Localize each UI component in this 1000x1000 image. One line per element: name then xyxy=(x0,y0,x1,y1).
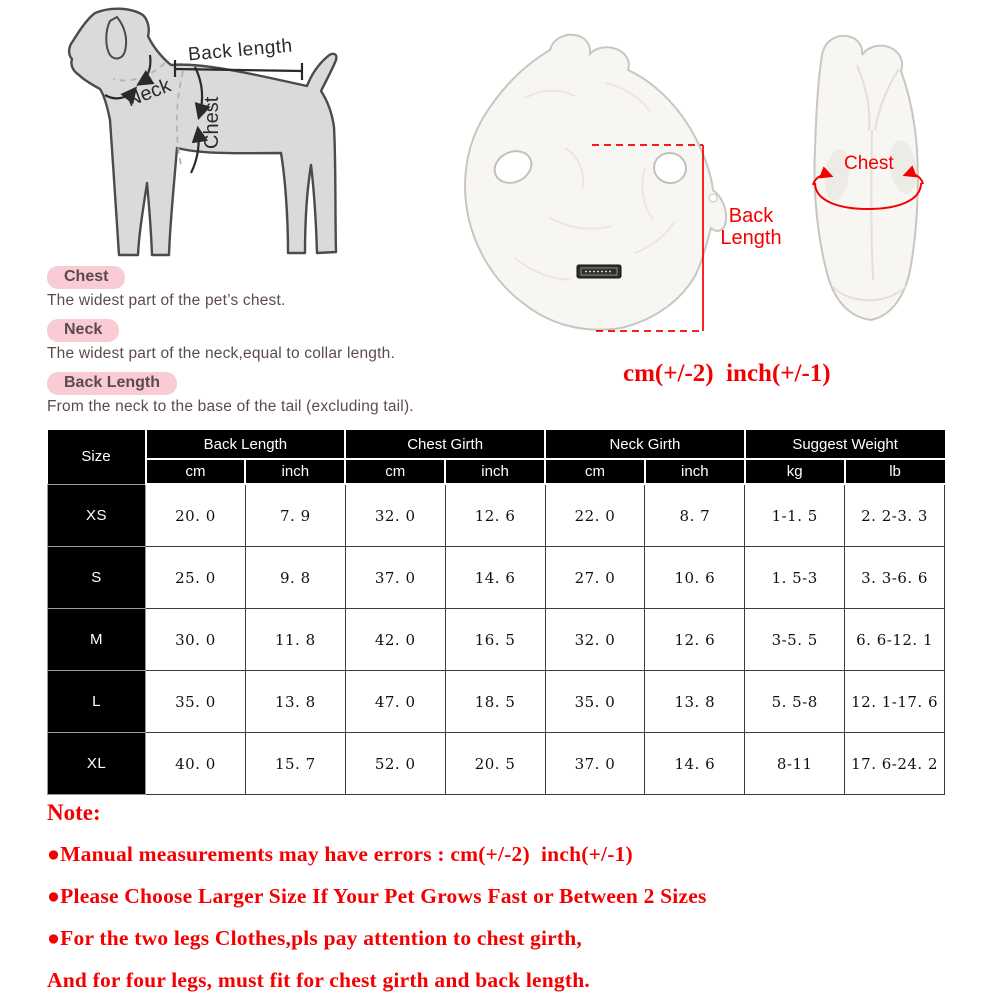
table-row-xs xyxy=(48,484,945,547)
value-cell: 22. 0 xyxy=(545,484,645,547)
value-cell: 16. 5 xyxy=(445,609,545,671)
value-cell: 30. 0 xyxy=(146,609,246,671)
notes-section xyxy=(47,800,707,1000)
size-cell: S xyxy=(48,547,146,609)
chest-definition-text: The widest part of the pet’s chest. xyxy=(47,292,286,309)
value-cell: 14. 6 xyxy=(445,547,545,609)
unit-header-lb: lb xyxy=(845,459,945,484)
value-cell: 47. 0 xyxy=(345,671,445,733)
value-cell: 20. 0 xyxy=(146,484,246,547)
value-cell: 6. 6-12. 1 xyxy=(845,609,945,671)
size-cell: M xyxy=(48,609,146,671)
value-cell: 1-1. 5 xyxy=(745,484,845,547)
chest-term-pill: Chest xyxy=(47,266,125,289)
value-cell: 12. 6 xyxy=(445,484,545,547)
unit-header-cm: cm xyxy=(545,459,645,484)
unit-header-inch: inch xyxy=(645,459,745,484)
neck-term-pill: Neck xyxy=(47,319,119,342)
unit-header-inch: inch xyxy=(445,459,545,484)
size-cell: XS xyxy=(48,484,146,547)
size-table xyxy=(47,430,945,795)
note-line: And for four legs, must fit for chest girth and back length. xyxy=(47,968,590,992)
table-row-s xyxy=(48,547,945,609)
dog-back-length-label: Back length xyxy=(187,35,294,66)
dog-neck-label: Neck xyxy=(123,74,174,112)
garment-side-photo xyxy=(795,25,950,340)
value-cell: 3-5. 5 xyxy=(745,609,845,671)
definition-chest xyxy=(47,266,547,310)
value-cell: 11. 8 xyxy=(245,609,345,671)
garment-back-length-label: Back Length xyxy=(720,205,782,249)
value-cell: 42. 0 xyxy=(345,609,445,671)
brand-tag xyxy=(577,265,621,278)
value-cell: 27. 0 xyxy=(545,547,645,609)
value-cell: 9. 8 xyxy=(245,547,345,609)
unit-header-kg: kg xyxy=(745,459,845,484)
back-length-term-pill: Back Length xyxy=(47,372,177,395)
value-cell: 25. 0 xyxy=(146,547,246,609)
table-row-l xyxy=(48,671,945,733)
size-cell: L xyxy=(48,671,146,733)
value-cell: 40. 0 xyxy=(146,733,246,795)
chest-girth-group-header: Chest Girth xyxy=(345,430,545,459)
value-cell: 32. 0 xyxy=(345,484,445,547)
notes-title: Note: xyxy=(47,800,101,825)
size-cell: XL xyxy=(48,733,146,795)
value-cell: 2. 2-3. 3 xyxy=(845,484,945,547)
value-cell: 3. 3-6. 6 xyxy=(845,547,945,609)
value-cell: 15. 7 xyxy=(245,733,345,795)
value-cell: 35. 0 xyxy=(545,671,645,733)
value-cell: 32. 0 xyxy=(545,609,645,671)
value-cell: 18. 5 xyxy=(445,671,545,733)
value-cell: 37. 0 xyxy=(345,547,445,609)
neck-definition-text: The widest part of the neck,equal to collar length. xyxy=(47,345,395,362)
value-cell: 7. 9 xyxy=(245,484,345,547)
value-cell: 12. 1-17. 6 xyxy=(845,671,945,733)
value-cell: 13. 8 xyxy=(645,671,745,733)
note-line: ●For the two legs Clothes,pls pay attention to chest girth, xyxy=(47,926,582,950)
definition-neck xyxy=(47,319,547,363)
value-cell: 17. 6-24. 2 xyxy=(845,733,945,795)
note-line: ●Manual measurements may have errors : cm(+/-2) inch(+/-1) xyxy=(47,842,633,866)
note-line: ●Please Choose Larger Size If Your Pet Grows Fast or Between 2 Sizes xyxy=(47,884,707,908)
value-cell: 12. 6 xyxy=(645,609,745,671)
value-cell: 10. 6 xyxy=(645,547,745,609)
table-row-xl xyxy=(48,733,945,795)
button-hole xyxy=(709,194,717,202)
unit-header-cm: cm xyxy=(146,459,246,484)
back-length-group-header: Back Length xyxy=(146,430,346,459)
value-cell: 35. 0 xyxy=(146,671,246,733)
value-cell: 20. 5 xyxy=(445,733,545,795)
garment-chest-label: Chest xyxy=(844,153,894,174)
measurement-definitions xyxy=(47,266,547,425)
unit-header-cm: cm xyxy=(345,459,445,484)
unit-header-inch: inch xyxy=(245,459,345,484)
back-length-definition-text: From the neck to the base of the tail (excluding tail). xyxy=(47,398,414,415)
size-column-header: Size xyxy=(48,430,146,484)
value-cell: 8-11 xyxy=(745,733,845,795)
dog-chest-label: Chest xyxy=(201,96,223,149)
value-cell: 14. 6 xyxy=(645,733,745,795)
value-cell: 52. 0 xyxy=(345,733,445,795)
value-cell: 8. 7 xyxy=(645,484,745,547)
value-cell: 37. 0 xyxy=(545,733,645,795)
tolerance-note: cm(+/-2) inch(+/-1) xyxy=(623,360,831,387)
value-cell: 13. 8 xyxy=(245,671,345,733)
value-cell: 1. 5-3 xyxy=(745,547,845,609)
neck-girth-group-header: Neck Girth xyxy=(545,430,745,459)
definition-back-length xyxy=(47,372,547,416)
table-row-m xyxy=(48,609,945,671)
value-cell: 5. 5-8 xyxy=(745,671,845,733)
suggest-weight-group-header: Suggest Weight xyxy=(745,430,945,459)
